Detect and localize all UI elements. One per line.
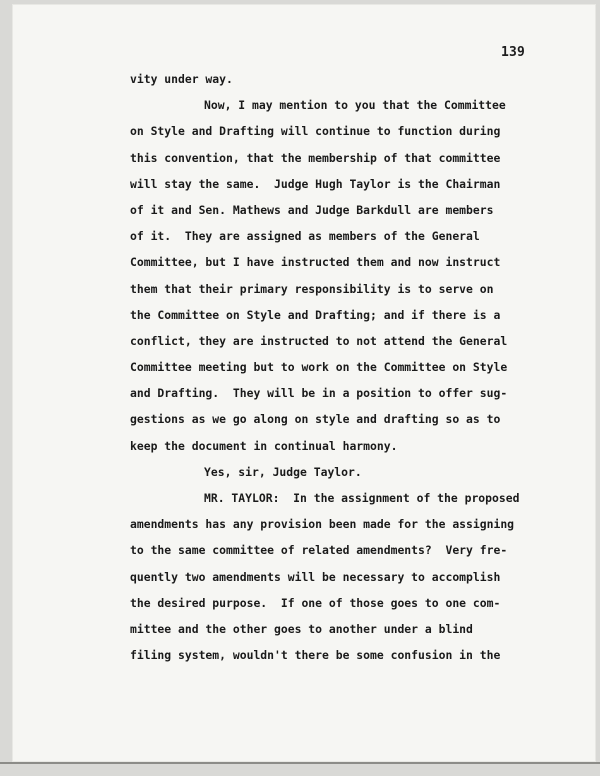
text-line: mittee and the other goes to another under a blind [130, 621, 473, 636]
text-line: quently two amendments will be necessary to accomplish [130, 569, 501, 584]
text-line: of it. They are assigned as members of the General [130, 229, 480, 244]
text-line: this convention, that the membership of that committee [130, 150, 501, 165]
text-line: Committee, but I have instructed them and now instruct [130, 255, 501, 270]
text-line: Now, I may mention to you that the Committee [204, 98, 506, 113]
text-line: MR. TAYLOR: In the assignment of the proposed [204, 491, 520, 505]
text-line: keep the document in continual harmony. [130, 438, 398, 453]
text-line: them that their primary responsibility is to serve on [130, 281, 494, 296]
text-line: amendments has any provision been made for the assigning [130, 517, 515, 532]
text-line: vity under way. [130, 72, 233, 86]
text-line: Committee meeting but to work on the Committee on Style [130, 360, 508, 375]
text-line: the desired purpose. If one of those goes to one com- [130, 595, 501, 610]
text-line: gestions as we go along on style and drafting so as to [130, 412, 501, 427]
text-line: conflict, they are instructed to not attend the General [130, 333, 508, 348]
text-line: of it and Sen. Mathews and Judge Barkdull are members [130, 202, 494, 217]
text-line: on Style and Drafting will continue to function during [130, 124, 501, 139]
text-line: Yes, sir, Judge Taylor. [204, 464, 362, 479]
text-line: filing system, wouldn't there be some confusion in the [130, 648, 501, 663]
text-line: and Drafting. They will be in a position to offer sug- [130, 386, 508, 401]
text-line: the Committee on Style and Drafting; and if there is a [130, 307, 501, 322]
text-line: to the same committee of related amendments? Very fre- [130, 543, 508, 558]
transcript-body [130, 66, 530, 668]
page-number: 139 [501, 45, 526, 60]
page-bottom-edge [0, 762, 600, 764]
text-line: will stay the same. Judge Hugh Taylor is the Chairman [130, 176, 501, 191]
